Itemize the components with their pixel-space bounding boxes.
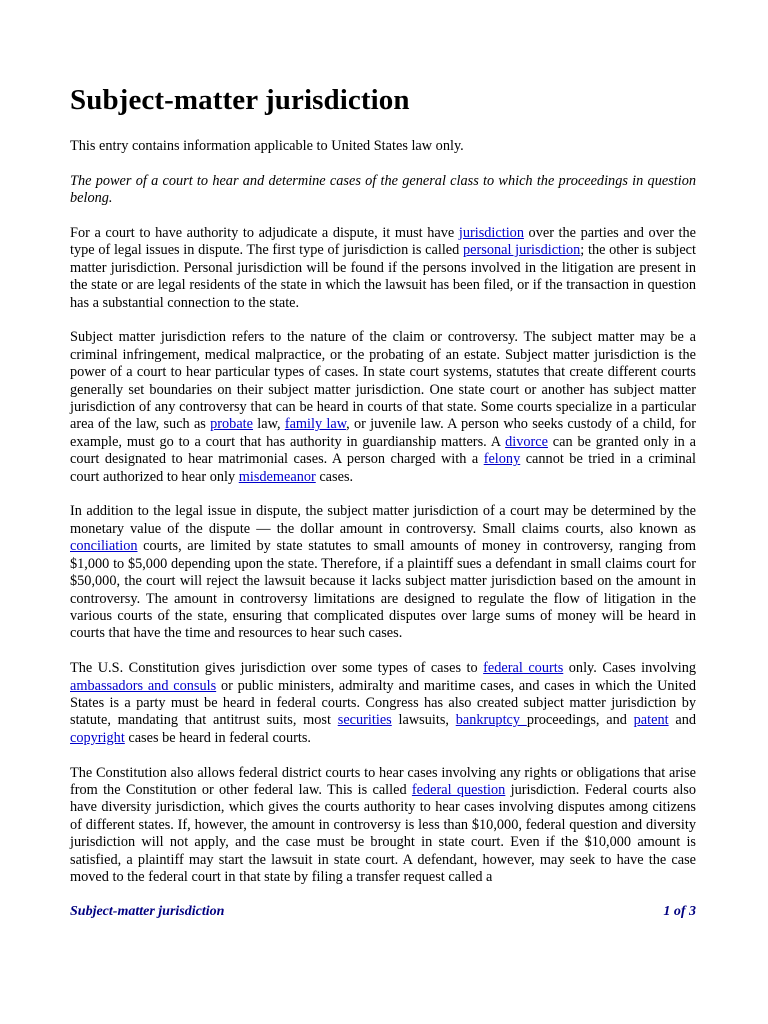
link-federal-courts[interactable]: federal courts — [483, 660, 564, 677]
link-conciliation[interactable]: conciliation — [70, 538, 138, 555]
footer-title: Subject-matter jurisdiction — [70, 904, 225, 919]
paragraph-3: In addition to the legal issue in dispute, the subject matter jurisdiction of a court may be determined by the monetary value of the dispute — the dollar amount in controversy. Small claims courts, also known as conciliation courts, are limited by state statutes to small amounts of money in controversy, ranging from $1,000 to $5,000 depending upon the state. Therefore, if a plaintiff sues a defendant in small claims court for $50,000, the court will reject the lawsuit because it lacks subject matter jurisdiction based on the amount in controversy. The amount in controversy limitations are designed to regulate the flow of litigation in the various courts of the state, ensuring that complicated disputes over large sums of money will be heard in courts that have the time and resources to hear such cases. — [70, 503, 696, 642]
link-divorce[interactable]: divorce — [505, 433, 548, 450]
link-family-law[interactable]: family law — [284, 416, 347, 433]
link-felony[interactable]: felony — [483, 451, 521, 468]
link-misdemeanor[interactable]: misdemeanor — [238, 468, 316, 485]
intro-note: This entry contains information applicable to United States law only. — [70, 138, 464, 154]
article-body — [70, 138, 696, 904]
link-bankruptcy[interactable]: bankruptcy — [455, 712, 527, 729]
link-personal-jurisdiction[interactable]: personal jurisdiction — [463, 242, 581, 259]
page-footer — [70, 904, 696, 920]
paragraph-1: For a court to have authority to adjudicate a dispute, it must have jurisdiction over the parties and over the type of legal issues in dispute. The first type of jurisdiction is called personal jurisdiction; the other is subject matter jurisdiction. Personal jurisdiction will be found if the persons involved in the litigation are present in the state or are legal residents of the state in which the lawsuit has been filed, or if the transaction in question has a substantial connection to the state. — [70, 225, 697, 311]
page-number: 1 of 3 — [663, 904, 696, 919]
paragraph-5: The Constitution also allows federal district courts to hear cases involving any rights or obligations that arise from the Constitution or other federal law. This is called federal question jurisdiction. Federal courts also have diversity jurisdiction, which gives the courts authority to hear cases involving disputes among citizens of different states. If, however, the amount in controversy is less than $10,000, federal question and diversity jurisdiction will not apply, and the case must be brought in state court. Even if the $10,000 amount is satisfied, a plaintiff may start the lawsuit in state court. A defendant, however, may seek to have the case moved to the federal court in that state by filing a transfer request called a — [70, 764, 697, 885]
link-patent[interactable]: patent — [633, 712, 669, 729]
link-copyright[interactable]: copyright — [70, 729, 125, 746]
definition: The power of a court to hear and determine cases of the general class to which the proceedings in question belong. — [70, 172, 696, 207]
link-jurisdiction[interactable]: jurisdiction — [458, 225, 524, 241]
paragraph-2: Subject matter jurisdiction refers to the nature of the claim or controversy. The subject matter may be a criminal infringement, medical malpractice, or the probating of an estate. Subject matter jurisdiction is the power of a court to hear particular types of cases. In state court systems, statutes that create different courts generally set boundaries on their subject matter jurisdiction. One state court or another has subject matter jurisdiction of any controversy that can be heard in courts of that state. Some courts specialize in a particular area of the law, such as probate law, family law, or juvenile law. A person who seeks custody of a child, for example, must go to a court that has authority in guardianship matters. A divorce can be granted only in a court designated to hear matrimonial cases. A person charged with a felony cannot be tried in a criminal court authorized to hear only misdemeanor cases. — [70, 329, 697, 485]
link-ambassadors-and-consuls[interactable]: ambassadors and consuls — [70, 677, 217, 694]
link-securities[interactable]: securities — [337, 712, 392, 729]
link-probate[interactable]: probate — [210, 416, 253, 433]
paragraph-4: The U.S. Constitution gives jurisdiction over some types of cases to federal courts only. Cases involving ambassadors and consuls or public ministers, admiralty and maritime cases, and cases in which the United States is a party must be heard in federal courts. Congress has also created subject matter jurisdiction by statute, mandating that antitrust suits, most securities lawsuits, bankruptcy proceedings, and patent and copyright cases be heard in federal courts. — [70, 660, 697, 746]
link-federal-question[interactable]: federal question — [411, 781, 506, 798]
page-title: Subject-matter jurisdiction — [70, 84, 410, 116]
